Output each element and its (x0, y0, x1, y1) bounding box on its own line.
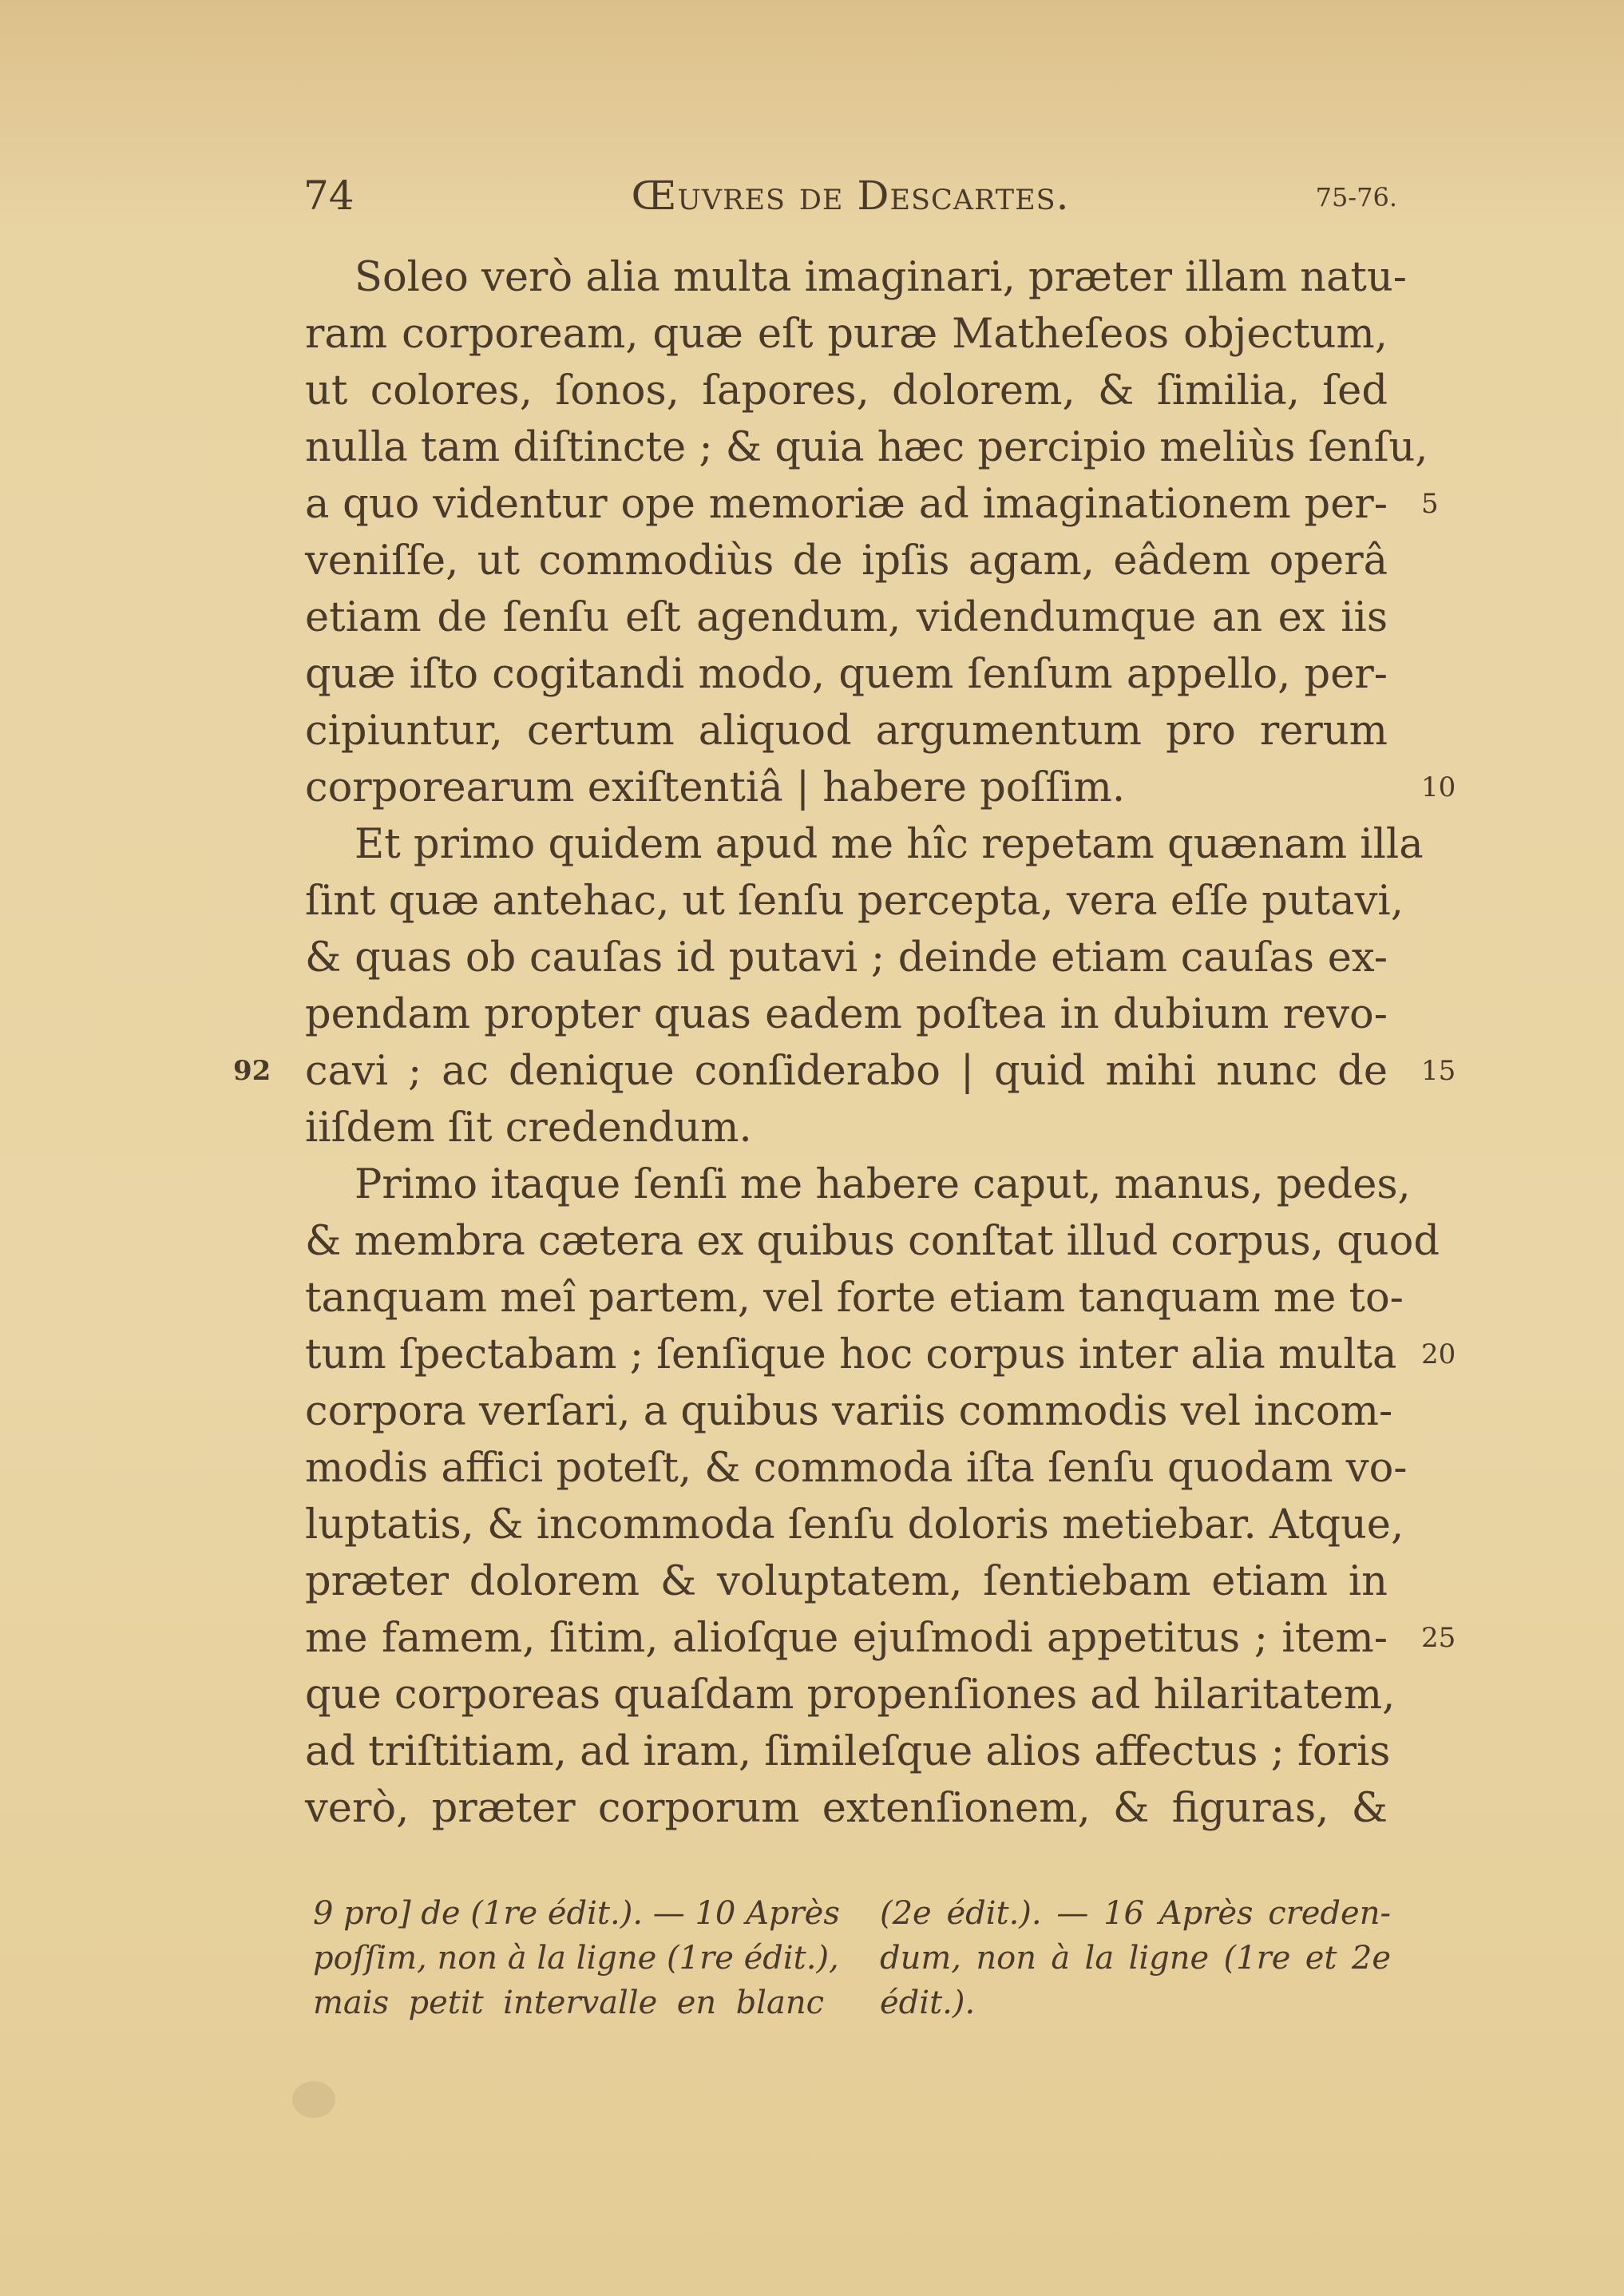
text-line: corporearum exiſtentiâ | habere poſſim. (305, 764, 1126, 811)
line-number: 10 (1421, 771, 1456, 803)
text-line: ram corpoream, quæ eſt puræ Matheſeos objectum, (305, 311, 1388, 358)
text-line: pendam propter quas eadem poſtea in dubium revo- (305, 991, 1388, 1038)
text-line: cavi ; ac denique conſiderabo | quid mihi nunc de (305, 1048, 1388, 1095)
text-line: Et primo quidem apud me hîc repetam quænam illa (355, 821, 1424, 868)
text-line: tanquam meî partem, vel forte etiam tanquam me to- (305, 1275, 1404, 1322)
footnote-line: dum, non à la ligne (1re et 2e (880, 1940, 1391, 1977)
page-number: 74 (303, 172, 355, 219)
text-line: cipiuntur, certum aliquod argumentum pro rerum (305, 708, 1388, 755)
text-line: nulla tam diſtincte ; & quia hæc percipio meliùs ſenſu, (305, 424, 1428, 471)
margin-page-number: 92 (233, 1055, 271, 1087)
text-line: tum ſpectabam ; ſenſique hoc corpus inter alia multa (305, 1331, 1397, 1378)
line-number: 5 (1421, 488, 1439, 520)
text-line: ad triſtitiam, ad iram, ſimileſque alios affectus ; foris (305, 1728, 1391, 1775)
paper-smudge (292, 2081, 335, 2118)
text-line: que corporeas quaſdam propenſiones ad hilaritatem, (305, 1671, 1396, 1719)
footnote-line: poſſim, non à la ligne (1re édit.), (313, 1940, 839, 1977)
running-title: Œuvres de Descartes. (631, 172, 1070, 219)
text-line: verò, præter corporum extenſionem, & figuras, & (305, 1785, 1388, 1832)
text-line: Soleo verò alia multa imaginari, præter illam natu- (355, 254, 1407, 301)
text-line: ſint quæ antehac, ut ſenſu percepta, vera eſſe putavi, (305, 878, 1404, 925)
edition-page-ref: 75-76. (1315, 182, 1397, 212)
footnote-line: édit.). (880, 1985, 976, 2021)
text-line: Primo itaque ſenſi me habere caput, manus, pedes, (355, 1161, 1411, 1208)
text-line: ut colores, ſonos, ſapores, dolorem, & ſimilia, ſed (305, 367, 1388, 414)
footnote-column-left (313, 1891, 840, 2025)
footnote-line: 9 pro] de (1re édit.). — 10 Après (313, 1895, 840, 1932)
text-line: iiſdem ſit credendum. (305, 1104, 752, 1152)
line-number: 25 (1421, 1622, 1456, 1654)
text-line: quæ iſto cogitandi modo, quem ſenſum appello, per- (305, 651, 1388, 698)
text-line: modis affici poteſt, & commoda iſta ſenſu quodam vo- (305, 1445, 1408, 1492)
text-line: & quas ob cauſas id putavi ; deinde etiam cauſas ex- (305, 934, 1388, 981)
text-line: præter dolorem & voluptatem, ſentiebam etiam in (305, 1558, 1388, 1605)
line-number: 15 (1421, 1055, 1456, 1087)
footnote-line: (2e édit.). — 16 Après creden- (880, 1895, 1391, 1932)
text-line: etiam de ſenſu eſt agendum, videndumque an ex iis (305, 594, 1388, 641)
text-line: a quo videntur ope memoriæ ad imaginationem per- (305, 481, 1388, 528)
footnote-line: mais petit intervalle en blanc (313, 1985, 824, 2021)
text-line: corpora verſari, a quibus variis commodis vel incom- (305, 1388, 1393, 1435)
text-line: luptatis, & incommoda ſenſu doloris metiebar. Atque, (305, 1501, 1404, 1549)
text-line: veniſſe, ut commodiùs de ipſis agam, eâdem operâ (305, 537, 1388, 585)
text-line: & membra cætera ex quibus conſtat illud corpus, quod (305, 1218, 1440, 1265)
footnote-column-right (880, 1891, 1391, 2025)
line-number: 20 (1421, 1338, 1456, 1370)
text-line: me famem, ſitim, alioſque ejuſmodi appetitus ; item- (305, 1615, 1388, 1662)
running-header (303, 172, 1397, 228)
